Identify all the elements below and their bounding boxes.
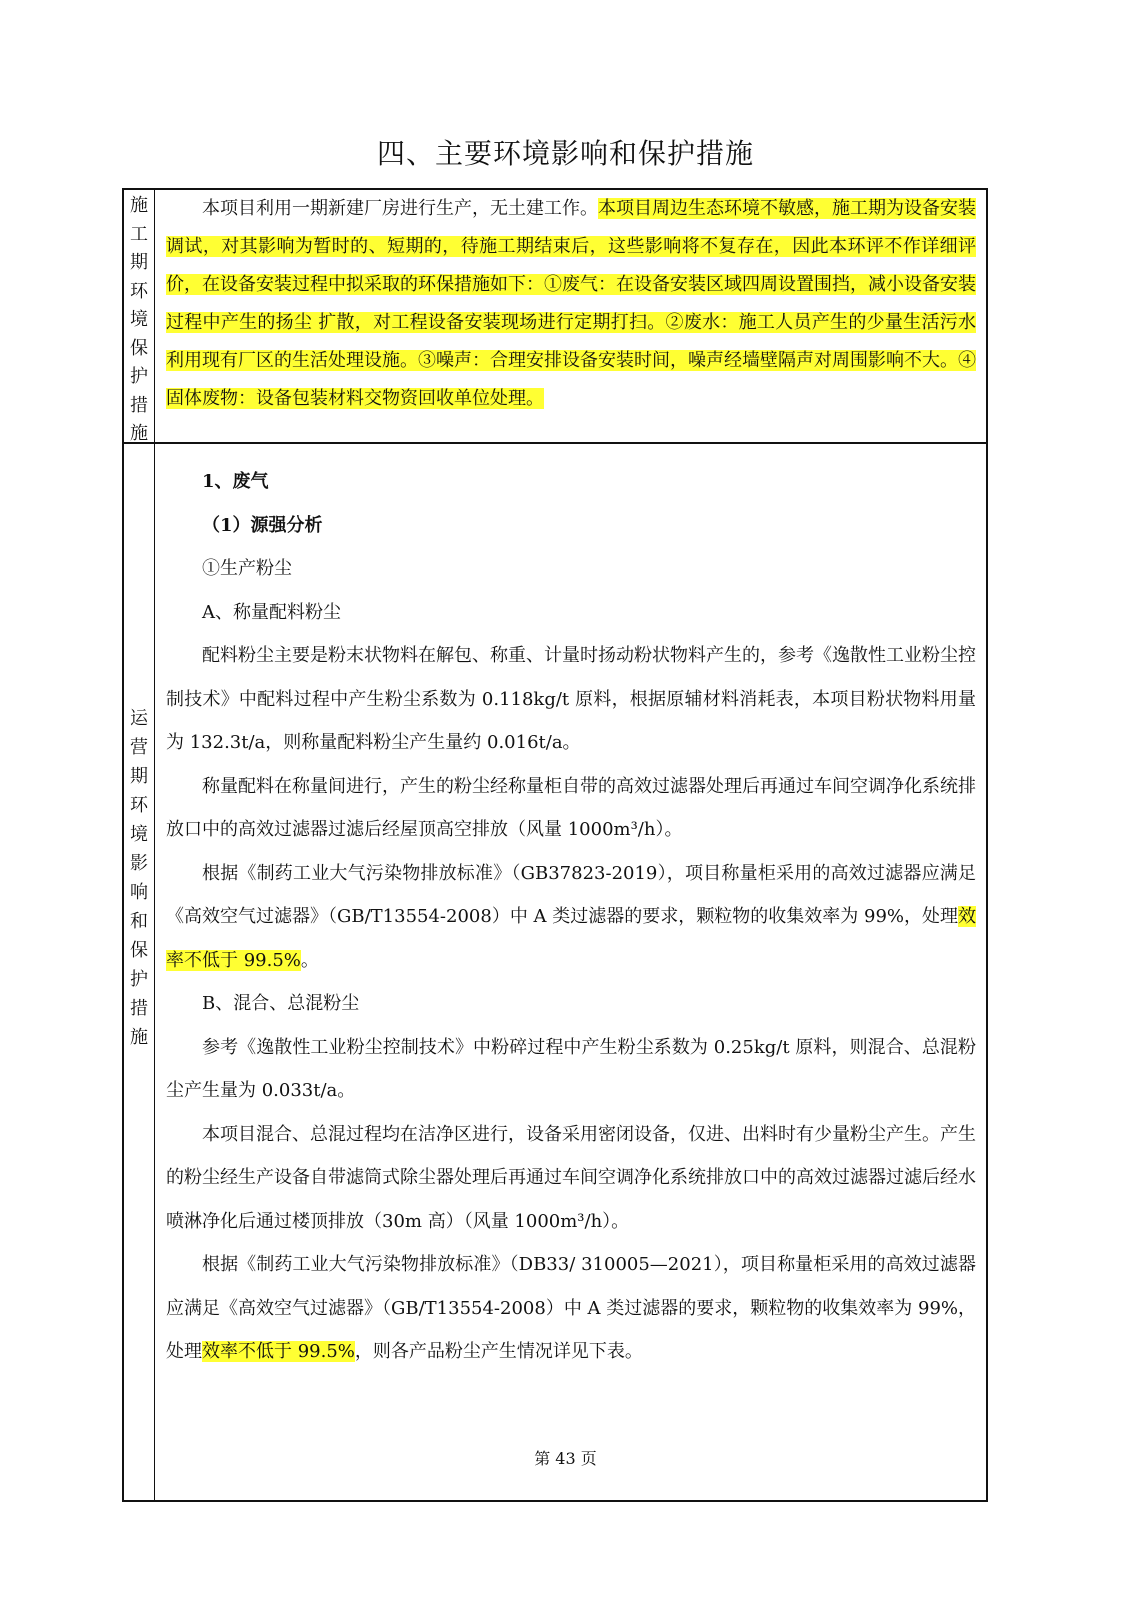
paragraph-a2: 称量配料在称量间进行，产生的粉尘经称量柜自带的高效过滤器处理后再通过车间空调净化系统排放口中的高效过滤器过滤后经屋顶高空排放（风量 1000m³/h）。 [166,775,976,840]
column-divider [154,190,155,1500]
item-heading-a: A、称量配料粉尘 [202,601,341,623]
item-heading-b: B、混合、总混粉尘 [202,993,360,1014]
construction-measures [166,190,976,418]
construction-paragraph: 本项目利用一期新建厂房进行生产，无土建工作。本项目周边生态环境不敏感，施工期为设备安装调试，对其影响为暂时的、短期的，待施工期结束后，这些影响将不复存在，因此本环评不作详细评价，在设备安装过程中拟采取的环保措施如下：①废气：在设备安装区域四周设置围挡，减小设备安装过程中产生的扬尘 扩散，对工程设备安装现场进行定期打扫。②废水：施工人员产生的少量生活污水利用现有厂区的生活处理设施。③噪声：合理安排设备安装时间，噪声经墙壁隔声对周围影响不大。④固体废物：设备包装材料交物资回收单位处理。 [166,198,976,409]
paragraph-a1: 配料粉尘主要是粉末状物料在解包、称重、计量时扬动粉状物料产生的，参考《逸散性工业粉尘控制技术》中配料过程中产生粉尘系数为 0.118kg/t 原料，根据原辅材料消耗表，本项目粉状物料用量为 132.3t/a，则称量配料粉尘产生量约 0.016t/a。 [166,645,976,753]
subsection-heading: （1）源强分析 [202,514,323,536]
paragraph-a3: 根据《制药工业大气污染物排放标准》（GB37823-2019），项目称量柜采用的高效过滤器应满足《高效空气过滤器》（GB/T13554-2008）中 A 类过滤器的要求，颗粒物的收集效率为 99%，处理效率不低于 99.5%。 [166,862,976,971]
row-divider [124,442,986,444]
section-heading: 1、废气 [202,471,269,492]
paragraph-b3: 根据《制药工业大气污染物排放标准》（DB33/ 310005—2021），项目称量柜采用的高效过滤器应满足《高效空气过滤器》（GB/T13554-2008）中 A 类过滤器的要求，颗粒物的收集效率为 99%，处理效率不低于 99.5%，则各产品粉尘产生情况详见下表。 [166,1254,976,1362]
operation-side-label: 运 营 期 环 境 影 响 和 保 护 措 施 [130,708,148,1048]
highlighted-text: 本项目周边生态环境不敏感，施工期为设备安装调试，对其影响为暂时的、短期的，待施工期结束后，这些影响将不复存在，因此本环评不作详细评价，在设备安装过程中拟采取的环保措施如下：①废气：在设备安装区域四周设置围挡，减小设备安装过程中产生的扬尘 扩散，对工程设备安装现场进行定期打扫。②废水：施工人员产生的少量生活污水利用现有厂区的生活处理设施。③噪声：合理安排设备安装时间，噪声经墙壁隔声对周围影响不大。④固体废物：设备包装材料交物资回收单位处理。 [166,198,976,409]
paragraph-b2: 本项目混合、总混过程均在洁净区进行，设备采用密闭设备，仅进、出料时有少量粉尘产生。产生的粉尘经生产设备自带滤筒式除尘器处理后再通过车间空调净化系统排放口中的高效过滤器过滤后经水喷淋净化后通过楼顶排放（30m 高）（风量 1000m³/h）。 [166,1123,976,1232]
operation-measures [166,460,976,1374]
highlighted-text: 效率不低于 99.5% [166,906,976,971]
paragraph-b1: 参考《逸散性工业粉尘控制技术》中粉碎过程中产生粉尘系数为 0.25kg/t 原料，则混合、总混粉尘产生量为 0.033t/a。 [166,1036,976,1101]
item-heading: ①生产粉尘 [202,558,292,579]
page-title: 四、主要环境影响和保护措施 [376,137,754,170]
highlighted-text: 效率不低于 99.5% [202,1341,355,1362]
page-number: 第 43 页 [534,1449,597,1468]
construction-side-label: 施 工 期 环 境 保 护 措 施 [130,195,148,444]
content-table [122,188,988,1502]
